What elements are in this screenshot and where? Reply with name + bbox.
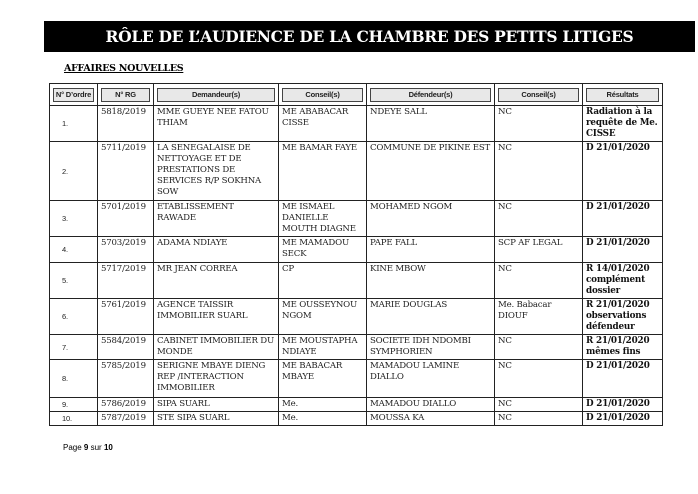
order-cell: 6. xyxy=(50,299,98,335)
rg-cell: 5711/2019 xyxy=(98,142,154,201)
conseil-defendeur-cell: NC xyxy=(495,263,583,299)
document-title: RÔLE DE L’AUDIENCE DE LA CHAMBRE DES PETITS LITIGES xyxy=(44,21,695,52)
page-number: 9 xyxy=(83,443,89,452)
defendeur-cell: KINE MBOW xyxy=(367,263,495,299)
page-total: 10 xyxy=(103,443,113,452)
conseil-defendeur-cell: NC xyxy=(495,360,583,398)
table-row xyxy=(50,106,663,142)
conseil-cell: Me. xyxy=(279,398,367,412)
defendeur-cell: COMMUNE DE PIKINE EST xyxy=(367,142,495,201)
page-footer xyxy=(63,443,113,452)
rg-cell: 5787/2019 xyxy=(98,412,154,426)
conseil-cell: ME ABABACAR CISSE xyxy=(279,106,367,142)
table-row xyxy=(50,201,663,237)
demandeur-cell: CABINET IMMOBILIER DU MONDE xyxy=(154,335,279,360)
demandeur-cell: LA SENEGALAISE DE NETTOYAGE ET DE PRESTATIONS DE SERVICES R/P SOKHNA SOW xyxy=(154,142,279,201)
table-row xyxy=(50,398,663,412)
conseil-defendeur-cell: NC xyxy=(495,201,583,237)
conseil-cell: ME ISMAEL DANIELLE MOUTH DIAGNE xyxy=(279,201,367,237)
demandeur-cell: AGENCE TAISSIR IMMOBILIER SUARL xyxy=(154,299,279,335)
demandeur-cell: MR JEAN CORREA xyxy=(154,263,279,299)
resultat-cell: D 21/01/2020 xyxy=(583,398,663,412)
defendeur-cell: MAMADOU LAMINE DIALLO xyxy=(367,360,495,398)
rg-cell: 5785/2019 xyxy=(98,360,154,398)
resultat-cell: R 14/01/2020 complément dossier xyxy=(583,263,663,299)
table-header xyxy=(50,84,663,106)
rg-cell: 5703/2019 xyxy=(98,237,154,263)
conseil-defendeur-cell: NC xyxy=(495,398,583,412)
order-cell: 10. xyxy=(50,412,98,426)
header-resultats: Résultats xyxy=(583,84,663,106)
table-row xyxy=(50,299,663,335)
conseil-defendeur-cell: NC xyxy=(495,412,583,426)
demandeur-cell: STE SIPA SUARL xyxy=(154,412,279,426)
defendeur-cell: MOUSSA KA xyxy=(367,412,495,426)
table-row xyxy=(50,142,663,201)
order-cell: 9. xyxy=(50,398,98,412)
conseil-cell: CP xyxy=(279,263,367,299)
rg-cell: 5786/2019 xyxy=(98,398,154,412)
resultat-cell: Radiation à la requête de Me. CISSE xyxy=(583,106,663,142)
page-sep: sur xyxy=(90,443,102,452)
order-cell: 4. xyxy=(50,237,98,263)
rg-cell: 5584/2019 xyxy=(98,335,154,360)
table-row xyxy=(50,360,663,398)
header-conseil: Conseil(s) xyxy=(279,84,367,106)
rg-cell: 5701/2019 xyxy=(98,201,154,237)
conseil-defendeur-cell: SCP AF LEGAL xyxy=(495,237,583,263)
hearing-table xyxy=(49,83,663,426)
resultat-cell: D 21/01/2020 xyxy=(583,142,663,201)
table-row xyxy=(50,335,663,360)
defendeur-cell: NDEYE SALL xyxy=(367,106,495,142)
header-rg: N° RG xyxy=(98,84,154,106)
conseil-cell: ME BAMAR FAYE xyxy=(279,142,367,201)
header-demandeur: Demandeur(s) xyxy=(154,84,279,106)
demandeur-cell: SERIGNE MBAYE DIENG REP /INTERACTION IMMOBILIER xyxy=(154,360,279,398)
defendeur-cell: PAPE FALL xyxy=(367,237,495,263)
section-heading: AFFAIRES NOUVELLES xyxy=(64,63,184,74)
order-cell: 5. xyxy=(50,263,98,299)
header-order: N° D’ordre xyxy=(50,84,98,106)
defendeur-cell: MARIE DOUGLAS xyxy=(367,299,495,335)
demandeur-cell: SIPA SUARL xyxy=(154,398,279,412)
conseil-defendeur-cell: NC xyxy=(495,106,583,142)
order-cell: 7. xyxy=(50,335,98,360)
resultat-cell: D 21/01/2020 xyxy=(583,412,663,426)
conseil-cell: ME OUSSEYNOU NGOM xyxy=(279,299,367,335)
page-label: Page xyxy=(63,443,82,452)
table-row xyxy=(50,263,663,299)
conseil-cell: ME BABACAR MBAYE xyxy=(279,360,367,398)
resultat-cell: R 21/01/2020 mêmes fins xyxy=(583,335,663,360)
rg-cell: 5761/2019 xyxy=(98,299,154,335)
header-conseil-defendeur: Conseil(s) xyxy=(495,84,583,106)
resultat-cell: D 21/01/2020 xyxy=(583,237,663,263)
rg-cell: 5818/2019 xyxy=(98,106,154,142)
defendeur-cell: SOCIETE IDH NDOMBI SYMPHORIEN xyxy=(367,335,495,360)
order-cell: 2. xyxy=(50,142,98,201)
header-defendeur: Défendeur(s) xyxy=(367,84,495,106)
order-cell: 1. xyxy=(50,106,98,142)
conseil-cell: ME MOUSTAPHA NDIAYE xyxy=(279,335,367,360)
conseil-cell: Me. xyxy=(279,412,367,426)
conseil-cell: ME MAMADOU SECK xyxy=(279,237,367,263)
order-cell: 3. xyxy=(50,201,98,237)
resultat-cell: D 21/01/2020 xyxy=(583,360,663,398)
conseil-defendeur-cell: Me. Babacar DIOUF xyxy=(495,299,583,335)
defendeur-cell: MAMADOU DIALLO xyxy=(367,398,495,412)
demandeur-cell: MME GUEYE NEE FATOU THIAM xyxy=(154,106,279,142)
conseil-defendeur-cell: NC xyxy=(495,335,583,360)
demandeur-cell: ADAMA NDIAYE xyxy=(154,237,279,263)
defendeur-cell: MOHAMED NGOM xyxy=(367,201,495,237)
demandeur-cell: ETABLISSEMENT RAWADE xyxy=(154,201,279,237)
table-row xyxy=(50,237,663,263)
table-row xyxy=(50,412,663,426)
conseil-defendeur-cell: NC xyxy=(495,142,583,201)
order-cell: 8. xyxy=(50,360,98,398)
resultat-cell: R 21/01/2020 observations défendeur xyxy=(583,299,663,335)
rg-cell: 5717/2019 xyxy=(98,263,154,299)
resultat-cell: D 21/01/2020 xyxy=(583,201,663,237)
